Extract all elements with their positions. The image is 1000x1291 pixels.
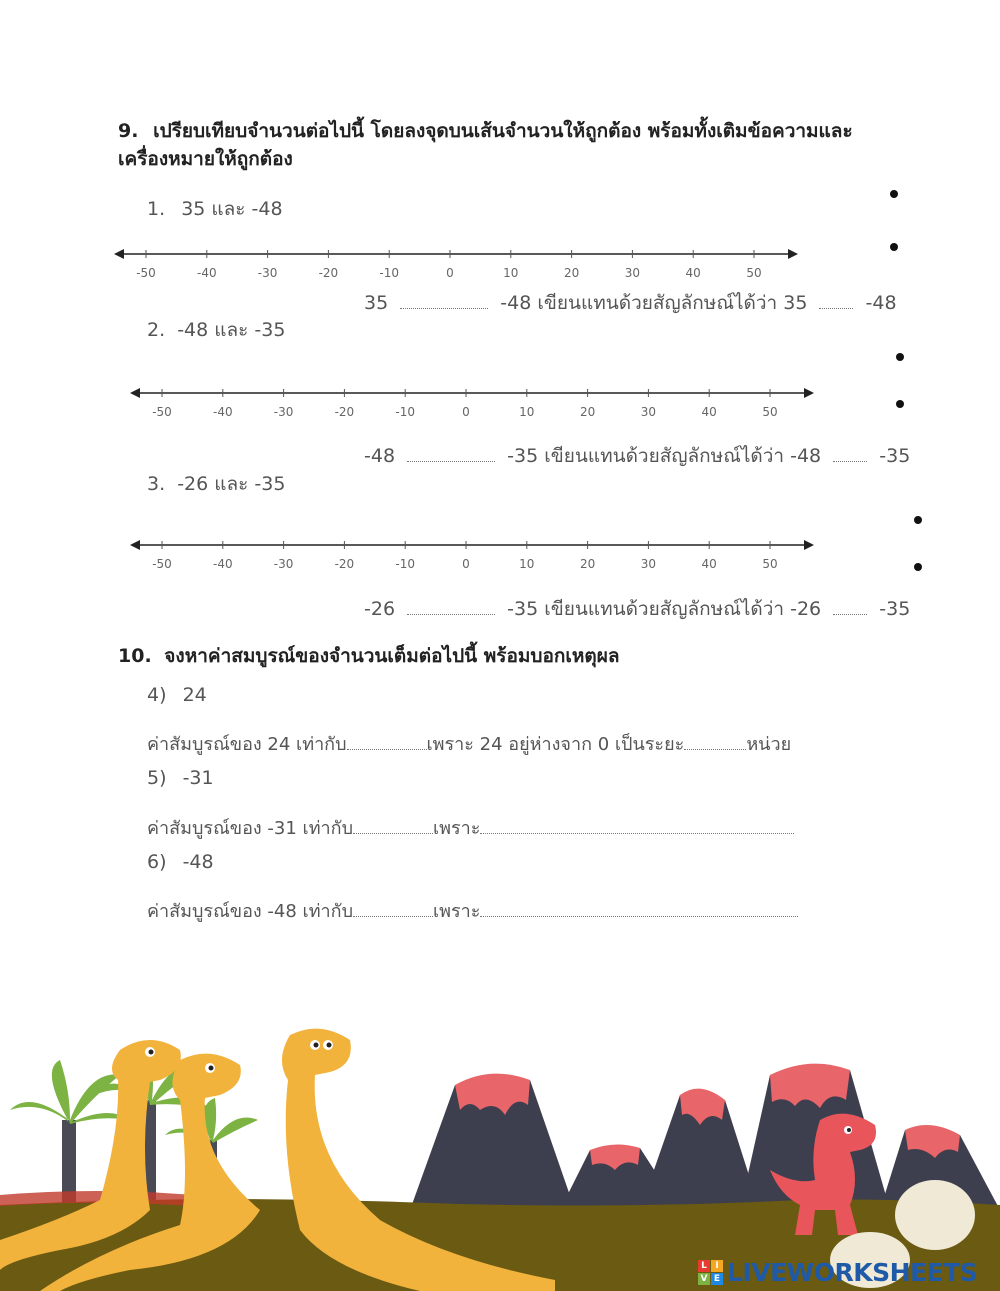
compare-blank[interactable]: [400, 294, 488, 309]
value-a: 35: [364, 292, 389, 314]
question-number: 9.: [118, 120, 139, 142]
tick-label: 0: [462, 405, 470, 419]
brand-name: LIVEWORKSHEETS: [727, 1258, 978, 1287]
tick-label: -10: [379, 266, 400, 280]
tick-label: 30: [640, 405, 657, 419]
tick-label: -50: [136, 266, 156, 280]
reason-blank[interactable]: [480, 819, 794, 834]
value-a: -48: [790, 445, 822, 467]
tick-label: -50: [152, 557, 172, 571]
question-10-title: [118, 642, 818, 670]
tick-label: -10: [395, 557, 416, 571]
question-9-title: [118, 117, 878, 173]
item-text: -26 และ -35: [177, 473, 286, 495]
tick-label: 0: [446, 266, 454, 280]
symbol-blank[interactable]: [819, 294, 853, 309]
tick-label: 20: [579, 405, 596, 419]
reason-text: เพราะ: [433, 818, 481, 839]
item-1-answer-line: [364, 288, 897, 318]
value-b: -48: [500, 292, 532, 314]
logo-letter: V: [698, 1273, 710, 1285]
value-blank[interactable]: [353, 902, 433, 917]
number-line-1[interactable]: [112, 243, 802, 283]
phrase: เขียนแทนด้วยสัญลักษณ์ได้ว่า: [544, 598, 785, 620]
tick-label: -40: [196, 266, 217, 280]
item-label: 4): [147, 684, 167, 706]
value-a: 35: [783, 292, 808, 314]
item-text: -48 และ -35: [177, 319, 286, 341]
answer-prefix: ค่าสัมบูรณ์ของ -31 เท่ากับ: [147, 818, 353, 839]
answer-prefix: ค่าสัมบูรณ์ของ -48 เท่ากับ: [147, 901, 353, 922]
tick-label: 50: [762, 557, 778, 571]
tick-label: 40: [685, 266, 701, 280]
tick-label: 50: [762, 405, 778, 419]
value-blank[interactable]: [347, 735, 427, 750]
value-b: -48: [865, 292, 897, 314]
number-line-2[interactable]: [128, 382, 818, 422]
abs-item-5-answer: [147, 813, 794, 842]
tick-label: 20: [563, 266, 580, 280]
drag-dot[interactable]: [890, 190, 898, 198]
value-b: -35: [507, 598, 539, 620]
liveworksheets-brand: [698, 1258, 977, 1287]
logo-letter: L: [698, 1260, 710, 1272]
abs-item-4-answer: [147, 729, 791, 758]
tick-label: -40: [212, 405, 233, 419]
item-value: 24: [182, 684, 207, 706]
logo-letter: E: [711, 1273, 723, 1285]
tick-label: 30: [624, 266, 641, 280]
abs-item-5-prompt: [147, 767, 214, 789]
tick-label: -50: [152, 405, 172, 419]
item-2-prompt: [147, 315, 285, 345]
item-label: 5): [147, 767, 167, 789]
tick-label: 10: [503, 266, 519, 280]
answer-prefix: ค่าสัมบูรณ์ของ 24 เท่ากับ: [147, 734, 347, 755]
reason-text: เพราะ 24 อยู่ห่างจาก 0 เป็นระยะ: [426, 734, 685, 755]
symbol-blank[interactable]: [833, 600, 867, 615]
item-3-prompt: [147, 469, 285, 499]
abs-item-6-answer: [147, 896, 798, 925]
tick-label: -30: [273, 557, 294, 571]
drag-dot[interactable]: [914, 563, 922, 571]
item-1-prompt: [147, 194, 283, 224]
egg: [895, 1180, 975, 1250]
reason-blank[interactable]: [480, 902, 798, 917]
value-a: -26: [364, 598, 396, 620]
drag-dot[interactable]: [890, 243, 898, 251]
item-label: 6): [147, 851, 167, 873]
symbol-blank[interactable]: [833, 447, 867, 462]
compare-blank[interactable]: [407, 447, 495, 462]
phrase: เขียนแทนด้วยสัญลักษณ์ได้ว่า: [544, 445, 785, 467]
tick-label: -30: [273, 405, 294, 419]
compare-blank[interactable]: [407, 600, 495, 615]
tick-label: -20: [318, 266, 339, 280]
value-b: -35: [507, 445, 539, 467]
drag-dot[interactable]: [896, 400, 904, 408]
value-a: -26: [790, 598, 822, 620]
item-3-answer-line: [364, 594, 910, 624]
logo-letter: I: [711, 1260, 723, 1272]
item-label: 1.: [147, 198, 166, 220]
drag-dot[interactable]: [914, 516, 922, 524]
value-blank[interactable]: [353, 819, 433, 834]
unit-text: หน่วย: [746, 734, 792, 755]
tick-label: 10: [519, 405, 535, 419]
tick-label: 30: [640, 557, 657, 571]
value-b: -35: [879, 598, 911, 620]
tick-label: 40: [701, 557, 717, 571]
number-line-3[interactable]: [128, 534, 818, 574]
item-2-answer-line: [364, 441, 910, 471]
abs-item-4-prompt: [147, 684, 207, 706]
item-text: 35 และ -48: [181, 198, 283, 220]
value-b: -35: [879, 445, 911, 467]
tick-label: 40: [701, 405, 717, 419]
tick-label: 0: [462, 557, 470, 571]
tick-label: 20: [579, 557, 596, 571]
dinosaur-scene-illustration: [0, 1010, 1000, 1291]
tick-label: 50: [746, 266, 762, 280]
item-value: -31: [182, 767, 214, 789]
question-text: จงหาค่าสมบูรณ์ของจำนวนเต็มต่อไปนี้ พร้อมบอกเหตุผล: [164, 645, 620, 667]
reason-text: เพราะ: [433, 901, 481, 922]
tick-label: -30: [257, 266, 278, 280]
tick-label: -10: [395, 405, 416, 419]
tick-label: -20: [334, 557, 355, 571]
liveworksheets-logo-icon: [698, 1260, 723, 1285]
question-number: 10.: [118, 645, 152, 667]
distance-blank[interactable]: [684, 735, 746, 750]
tick-label: 10: [519, 557, 535, 571]
item-label: 2.: [147, 319, 166, 341]
tick-label: -20: [334, 405, 355, 419]
phrase: เขียนแทนด้วยสัญลักษณ์ได้ว่า: [537, 292, 778, 314]
drag-dot[interactable]: [896, 353, 904, 361]
item-value: -48: [182, 851, 214, 873]
question-text: เปรียบเทียบจำนวนต่อไปนี้ โดยลงจุดบนเส้นจำนวนให้ถูกต้อง พร้อมทั้งเติมข้อความและเครื่องหมายให้ถูกต้อง: [118, 120, 853, 170]
abs-item-6-prompt: [147, 851, 214, 873]
item-label: 3.: [147, 473, 166, 495]
value-a: -48: [364, 445, 396, 467]
tick-label: -40: [212, 557, 233, 571]
